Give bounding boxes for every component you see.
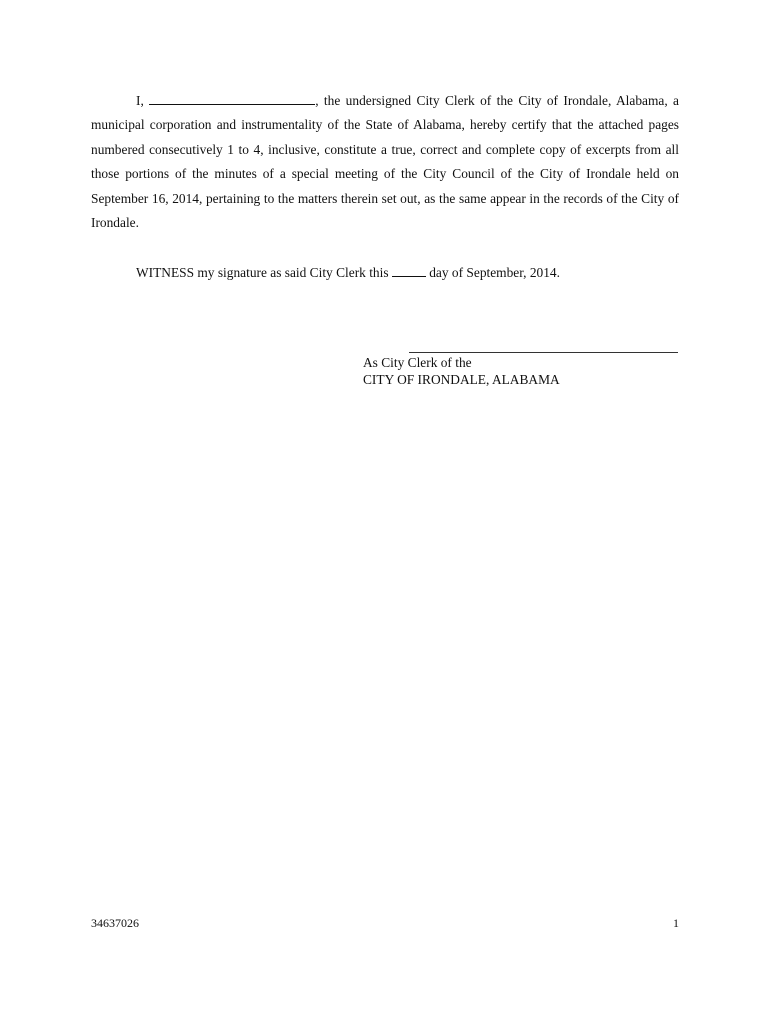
page-number: 1 (673, 916, 679, 930)
witness-text-before: WITNESS my signature as said City Clerk this (136, 265, 392, 280)
signature-line (409, 352, 678, 353)
signature-title-line2: CITY OF IRONDALE, ALABAMA (363, 371, 560, 387)
certification-opening: I, (136, 93, 150, 108)
certification-body: , the undersigned City Clerk of the City of Irondale, Alabama, a municipal corporation and instrumentality of the State of Alabama, hereby certify that the attached pages numbered consecutively 1 to 4, inclusive, constitute a true, correct and complete copy of excerpts from all those portions of the minutes of a special meeting of the City Council of the City of Irondale held on September 16, 2014, pertaining to the matters therein set out, as the same appear in the records of the City of Irondale. (91, 93, 679, 231)
day-blank (392, 264, 426, 277)
witness-paragraph (91, 261, 679, 285)
certification-paragraph (91, 89, 679, 235)
signature-title-line1: As City Clerk of the (363, 355, 472, 370)
clerk-name-blank (149, 92, 315, 105)
signature-block (363, 355, 560, 388)
witness-text-after: day of September, 2014. (425, 265, 560, 280)
document-number: 34637026 (91, 916, 139, 930)
